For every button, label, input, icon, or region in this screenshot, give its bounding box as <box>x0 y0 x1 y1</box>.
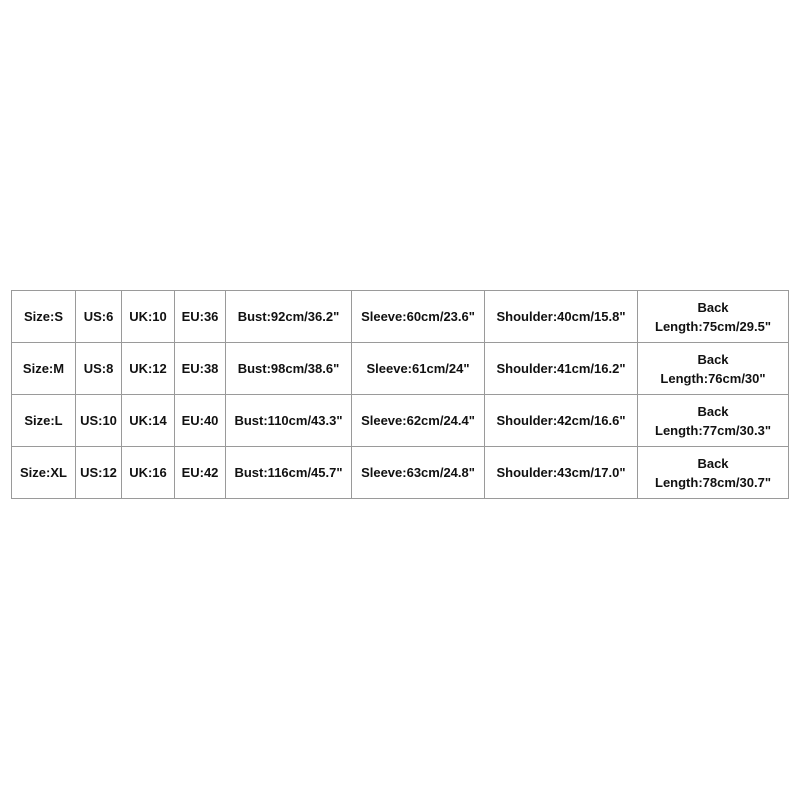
back-length-label: Back <box>697 403 729 419</box>
sleeve-cell: Sleeve:61cm/24" <box>352 343 485 395</box>
sleeve-cell: Sleeve:62cm/24.4" <box>352 395 485 447</box>
back-length-label: Back <box>697 455 729 471</box>
back-length-label: Back <box>697 351 729 367</box>
uk-size-cell: UK:12 <box>122 343 175 395</box>
sleeve-cell: Sleeve:63cm/24.8" <box>352 447 485 499</box>
back-length-cell <box>638 343 789 395</box>
table-row <box>12 447 789 499</box>
back-length-value: Length:78cm/30.7" <box>655 474 771 490</box>
eu-size-cell: EU:42 <box>175 447 226 499</box>
size-chart-body <box>12 291 789 499</box>
shoulder-cell: Shoulder:40cm/15.8" <box>485 291 638 343</box>
back-length-cell <box>638 291 789 343</box>
size-chart-table <box>11 290 789 499</box>
bust-cell: Bust:110cm/43.3" <box>226 395 352 447</box>
eu-size-cell: EU:40 <box>175 395 226 447</box>
back-length-value: Length:75cm/29.5" <box>655 318 771 334</box>
bust-cell: Bust:92cm/36.2" <box>226 291 352 343</box>
table-row <box>12 291 789 343</box>
table-row <box>12 343 789 395</box>
uk-size-cell: UK:16 <box>122 447 175 499</box>
table-row <box>12 395 789 447</box>
size-cell: Size:M <box>12 343 76 395</box>
back-length-value: Length:76cm/30" <box>660 370 766 386</box>
back-length-cell <box>638 447 789 499</box>
size-cell: Size:XL <box>12 447 76 499</box>
bust-cell: Bust:98cm/38.6" <box>226 343 352 395</box>
us-size-cell: US:8 <box>76 343 122 395</box>
us-size-cell: US:10 <box>76 395 122 447</box>
us-size-cell: US:12 <box>76 447 122 499</box>
back-length-cell <box>638 395 789 447</box>
back-length-value: Length:77cm/30.3" <box>655 422 771 438</box>
back-length-label: Back <box>697 299 729 315</box>
eu-size-cell: EU:38 <box>175 343 226 395</box>
size-cell: Size:S <box>12 291 76 343</box>
shoulder-cell: Shoulder:41cm/16.2" <box>485 343 638 395</box>
sleeve-cell: Sleeve:60cm/23.6" <box>352 291 485 343</box>
size-cell: Size:L <box>12 395 76 447</box>
uk-size-cell: UK:10 <box>122 291 175 343</box>
eu-size-cell: EU:36 <box>175 291 226 343</box>
bust-cell: Bust:116cm/45.7" <box>226 447 352 499</box>
uk-size-cell: UK:14 <box>122 395 175 447</box>
shoulder-cell: Shoulder:42cm/16.6" <box>485 395 638 447</box>
us-size-cell: US:6 <box>76 291 122 343</box>
shoulder-cell: Shoulder:43cm/17.0" <box>485 447 638 499</box>
